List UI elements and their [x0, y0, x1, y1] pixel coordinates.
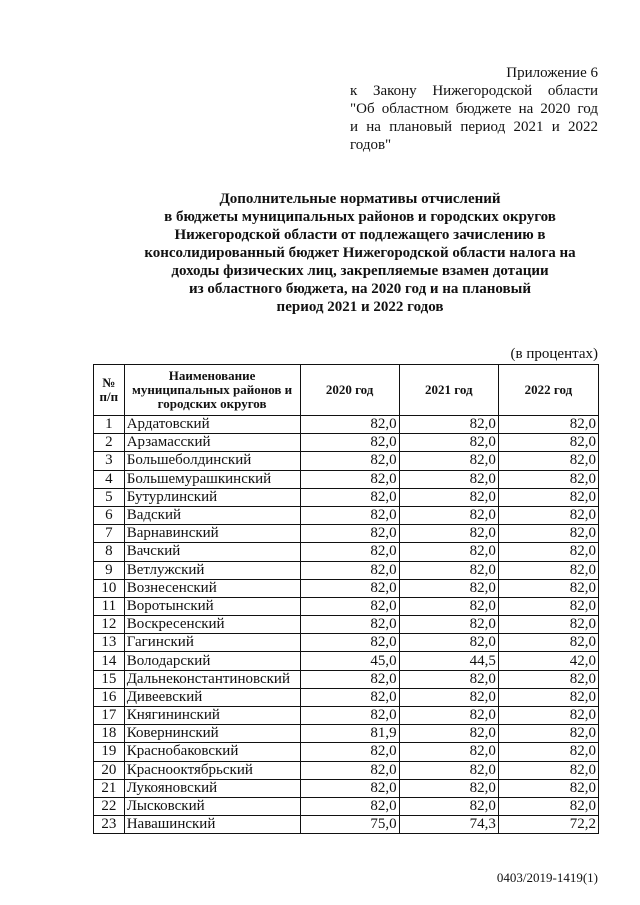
- cell-2022: 82,0: [498, 634, 598, 652]
- cell-2022: 82,0: [498, 707, 598, 725]
- header-2021: 2021 год: [399, 365, 498, 416]
- cell-2022: 82,0: [498, 597, 598, 615]
- cell-2020: 82,0: [300, 670, 399, 688]
- cell-2020: 82,0: [300, 779, 399, 797]
- cell-district-name: Арзамасский: [124, 434, 300, 452]
- cell-district-name: Гагинский: [124, 634, 300, 652]
- document-code: 0403/2019-1419(1): [496, 870, 598, 885]
- cell-district-name: Княгининский: [124, 707, 300, 725]
- cell-district-name: Ардатовский: [124, 416, 300, 434]
- cell-2020: 82,0: [300, 525, 399, 543]
- norms-table: [93, 364, 599, 834]
- header-name: Наименование муниципальных районов и городских округов: [124, 365, 300, 416]
- table-row: [94, 761, 599, 779]
- title-line: консолидированный бюджет Нижегородской области налога на: [144, 245, 576, 261]
- cell-2022: 82,0: [498, 725, 598, 743]
- cell-2020: 82,0: [300, 543, 399, 561]
- table-row: [94, 434, 599, 452]
- cell-2020: 82,0: [300, 616, 399, 634]
- cell-number: 13: [94, 634, 125, 652]
- cell-district-name: Вадский: [124, 506, 300, 524]
- table-row: [94, 779, 599, 797]
- cell-number: 15: [94, 670, 125, 688]
- table-header-row: [94, 365, 599, 416]
- cell-2022: 82,0: [498, 670, 598, 688]
- table-row: [94, 525, 599, 543]
- cell-district-name: Лукояновский: [124, 779, 300, 797]
- cell-2022: 82,0: [498, 470, 598, 488]
- cell-number: 10: [94, 579, 125, 597]
- cell-number: 16: [94, 688, 125, 706]
- table-row: [94, 707, 599, 725]
- cell-2021: 82,0: [399, 634, 498, 652]
- cell-number: 22: [94, 797, 125, 815]
- cell-number: 17: [94, 707, 125, 725]
- cell-district-name: Володарский: [124, 652, 300, 670]
- cell-district-name: Дальнеконстантиновский: [124, 670, 300, 688]
- table-row: [94, 561, 599, 579]
- cell-2022: 82,0: [498, 579, 598, 597]
- cell-2021: 82,0: [399, 579, 498, 597]
- units-note: (в процентах): [510, 346, 598, 362]
- cell-2021: 82,0: [399, 725, 498, 743]
- cell-2021: 82,0: [399, 670, 498, 688]
- appendix-header: [350, 64, 598, 154]
- table-row: [94, 597, 599, 615]
- cell-2021: 82,0: [399, 488, 498, 506]
- table-row: [94, 743, 599, 761]
- cell-number: 20: [94, 761, 125, 779]
- cell-2020: 82,0: [300, 434, 399, 452]
- header-2020: 2020 год: [300, 365, 399, 416]
- appendix-line: "Об областном бюджете на 2020 год: [350, 101, 598, 117]
- cell-2022: 42,0: [498, 652, 598, 670]
- cell-2021: 82,0: [399, 525, 498, 543]
- cell-number: 14: [94, 652, 125, 670]
- cell-2020: 75,0: [300, 816, 399, 834]
- cell-2020: 82,0: [300, 561, 399, 579]
- cell-2022: 82,0: [498, 616, 598, 634]
- cell-2021: 82,0: [399, 707, 498, 725]
- cell-2021: 74,3: [399, 816, 498, 834]
- appendix-line: годов": [350, 137, 392, 153]
- table-row: [94, 797, 599, 815]
- table-row: [94, 579, 599, 597]
- cell-district-name: Краснобаковский: [124, 743, 300, 761]
- header-num: № п/п: [94, 365, 125, 416]
- cell-number: 1: [94, 416, 125, 434]
- cell-number: 9: [94, 561, 125, 579]
- table-row: [94, 416, 599, 434]
- cell-2022: 82,0: [498, 434, 598, 452]
- title-line: Нижегородской области от подлежащего зачислению в: [174, 227, 546, 243]
- cell-number: 21: [94, 779, 125, 797]
- cell-2022: 82,0: [498, 416, 598, 434]
- cell-2020: 82,0: [300, 761, 399, 779]
- cell-2022: 82,0: [498, 688, 598, 706]
- title-line: Дополнительные нормативы отчислений: [219, 191, 501, 207]
- cell-district-name: Варнавинский: [124, 525, 300, 543]
- cell-number: 7: [94, 525, 125, 543]
- title-line: доходы физических лиц, закрепляемые взамен дотации: [171, 263, 549, 279]
- cell-2022: 82,0: [498, 761, 598, 779]
- cell-2020: 82,0: [300, 452, 399, 470]
- cell-number: 5: [94, 488, 125, 506]
- cell-2022: 72,2: [498, 816, 598, 834]
- header-2022: 2022 год: [498, 365, 598, 416]
- title-line: в бюджеты муниципальных районов и городских округов: [164, 209, 556, 225]
- appendix-line: и на плановый период 2021 и 2022: [350, 119, 598, 135]
- cell-2020: 82,0: [300, 506, 399, 524]
- cell-2021: 82,0: [399, 470, 498, 488]
- cell-2022: 82,0: [498, 779, 598, 797]
- cell-number: 18: [94, 725, 125, 743]
- cell-number: 23: [94, 816, 125, 834]
- table-row: [94, 452, 599, 470]
- table-row: [94, 470, 599, 488]
- cell-2020: 81,9: [300, 725, 399, 743]
- cell-number: 11: [94, 597, 125, 615]
- cell-district-name: Вачский: [124, 543, 300, 561]
- cell-2021: 82,0: [399, 779, 498, 797]
- cell-2022: 82,0: [498, 543, 598, 561]
- cell-2022: 82,0: [498, 561, 598, 579]
- title-line: из областного бюджета, на 2020 год и на плановый: [189, 281, 531, 297]
- cell-2022: 82,0: [498, 743, 598, 761]
- appendix-line: к Закону Нижегородской области: [350, 83, 598, 99]
- table-row: [94, 652, 599, 670]
- cell-2020: 82,0: [300, 797, 399, 815]
- cell-2022: 82,0: [498, 525, 598, 543]
- table-body: [94, 416, 599, 834]
- cell-2021: 44,5: [399, 652, 498, 670]
- cell-2020: 82,0: [300, 470, 399, 488]
- cell-2020: 82,0: [300, 579, 399, 597]
- cell-2022: 82,0: [498, 506, 598, 524]
- cell-district-name: Ветлужский: [124, 561, 300, 579]
- cell-district-name: Большемурашкинский: [124, 470, 300, 488]
- appendix-line: Приложение 6: [506, 65, 598, 81]
- cell-2021: 82,0: [399, 452, 498, 470]
- cell-district-name: Лысковский: [124, 797, 300, 815]
- cell-2021: 82,0: [399, 561, 498, 579]
- cell-district-name: Большеболдинский: [124, 452, 300, 470]
- cell-2022: 82,0: [498, 452, 598, 470]
- cell-2021: 82,0: [399, 416, 498, 434]
- table-row: [94, 616, 599, 634]
- table-row: [94, 634, 599, 652]
- table-row: [94, 543, 599, 561]
- cell-district-name: Краснооктябрьский: [124, 761, 300, 779]
- cell-number: 6: [94, 506, 125, 524]
- cell-2020: 82,0: [300, 743, 399, 761]
- cell-2021: 82,0: [399, 543, 498, 561]
- cell-2021: 82,0: [399, 506, 498, 524]
- cell-district-name: Дивеевский: [124, 688, 300, 706]
- document-title: [100, 190, 620, 316]
- cell-number: 8: [94, 543, 125, 561]
- cell-district-name: Вознесенский: [124, 579, 300, 597]
- cell-2020: 82,0: [300, 707, 399, 725]
- cell-number: 3: [94, 452, 125, 470]
- cell-2020: 82,0: [300, 688, 399, 706]
- table-row: [94, 488, 599, 506]
- cell-district-name: Воротынский: [124, 597, 300, 615]
- table-row: [94, 725, 599, 743]
- cell-2021: 82,0: [399, 434, 498, 452]
- cell-number: 4: [94, 470, 125, 488]
- cell-district-name: Ковернинский: [124, 725, 300, 743]
- table-row: [94, 670, 599, 688]
- cell-2022: 82,0: [498, 797, 598, 815]
- cell-2020: 82,0: [300, 634, 399, 652]
- cell-number: 2: [94, 434, 125, 452]
- cell-2020: 82,0: [300, 416, 399, 434]
- cell-2021: 82,0: [399, 761, 498, 779]
- cell-2020: 45,0: [300, 652, 399, 670]
- cell-district-name: Бутурлинский: [124, 488, 300, 506]
- title-line: период 2021 и 2022 годов: [276, 299, 444, 315]
- cell-2021: 82,0: [399, 616, 498, 634]
- cell-number: 19: [94, 743, 125, 761]
- cell-number: 12: [94, 616, 125, 634]
- table-row: [94, 506, 599, 524]
- table-row: [94, 816, 599, 834]
- cell-district-name: Воскресенский: [124, 616, 300, 634]
- cell-2021: 82,0: [399, 688, 498, 706]
- cell-2020: 82,0: [300, 488, 399, 506]
- cell-district-name: Навашинский: [124, 816, 300, 834]
- cell-2021: 82,0: [399, 797, 498, 815]
- table-row: [94, 688, 599, 706]
- cell-2022: 82,0: [498, 488, 598, 506]
- cell-2021: 82,0: [399, 597, 498, 615]
- cell-2020: 82,0: [300, 597, 399, 615]
- cell-2021: 82,0: [399, 743, 498, 761]
